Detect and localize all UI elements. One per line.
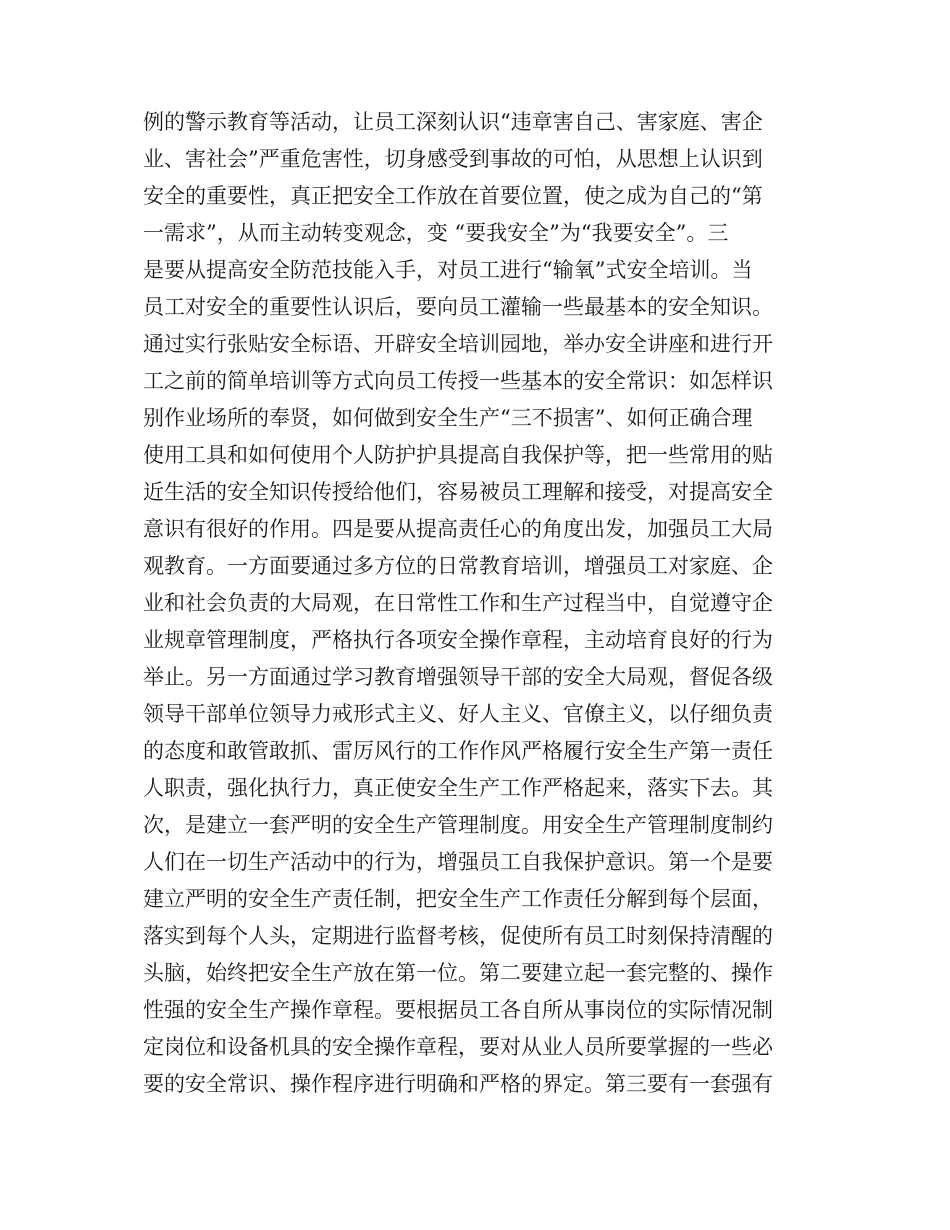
text-line: 近生活的安全知识传授给他们，容易被员工理解和接受，对提高安全 [143, 480, 773, 504]
text-line: 领导干部单位领导力戒形式主义、好人主义、官僚主义，以仔细负责 [143, 702, 773, 726]
text-line: 建立严明的安全生产责任制，把安全生产工作责任分解到每个层面， [143, 887, 773, 911]
text-line: 头脑，始终把安全生产放在第一位。第二要建立起一套完整的、操作 [143, 961, 773, 985]
text-line: 员工对安全的重要性认识后，要向员工灌输一些最基本的安全知识。 [143, 295, 773, 319]
text-line: 人们在一切生产活动中的行为，增强员工自我保护意识。第一个是要 [143, 850, 773, 874]
text-line: 一需求”，从而主动转变观念，变 “要我安全”为“我要安全”。三 [143, 221, 729, 245]
text-line: 人职责，强化执行力，真正使安全生产工作严格起来，落实下去。其 [143, 776, 773, 800]
text-line: 的态度和敢管敢抓、雷厉风行的工作作风严格履行安全生产第一责任 [143, 739, 773, 763]
text-line: 性强的安全生产操作章程。要根据员工各自所从事岗位的实际情况制 [143, 998, 773, 1022]
text-line: 次，是建立一套严明的安全生产管理制度。用安全生产管理制度制约 [143, 813, 773, 837]
text-line: 例的警示教育等活动，让员工深刻认识“违章害自己、害家庭、害企 [143, 110, 763, 134]
text-line: 业规章管理制度，严格执行各项安全操作章程，主动培育良好的行为 [143, 628, 773, 652]
body-text [143, 104, 823, 1103]
text-line: 观教育。一方面要通过多方位的日常教育培训，增强员工对家庭、企 [143, 554, 773, 578]
text-line: 定岗位和设备机具的安全操作章程，要对从业人员所要掌握的一些必 [143, 1035, 773, 1059]
text-line: 业、害社会”严重危害性，切身感受到事故的可怕，从思想上认识到 [143, 147, 763, 171]
text-line: 落实到每个人头，定期进行监督考核，促使所有员工时刻保持清醒的 [143, 924, 773, 948]
text-line: 通过实行张贴安全标语、开辟安全培训园地，举办安全讲座和进行开 [143, 332, 773, 356]
text-line: 别作业场所的奉贤，如何做到安全生产“三不损害”、如何正确合理 [143, 406, 753, 430]
text-line: 安全的重要性，真正把安全工作放在首要位置，使之成为自己的“第 [143, 184, 763, 208]
text-line: 是要从提高安全防范技能入手，对员工进行“输氧”式安全培训。当 [143, 258, 753, 282]
text-line: 工之前的简单培训等方式向员工传授一些基本的安全常识：如怎样识 [143, 369, 773, 393]
text-line: 业和社会负责的大局观，在日常性工作和生产过程当中，自觉遵守企 [143, 591, 773, 615]
text-line: 要的安全常识、操作程序进行明确和严格的界定。第三要有一套强有 [143, 1072, 773, 1096]
text-line: 使用工具和如何使用个人防护护具提高自我保护等，把一些常用的贴 [143, 443, 773, 467]
text-line: 意识有很好的作用。四是要从提高责任心的角度出发，加强员工大局 [143, 517, 773, 541]
text-line: 举止。另一方面通过学习教育增强领导干部的安全大局观，督促各级 [143, 665, 773, 689]
